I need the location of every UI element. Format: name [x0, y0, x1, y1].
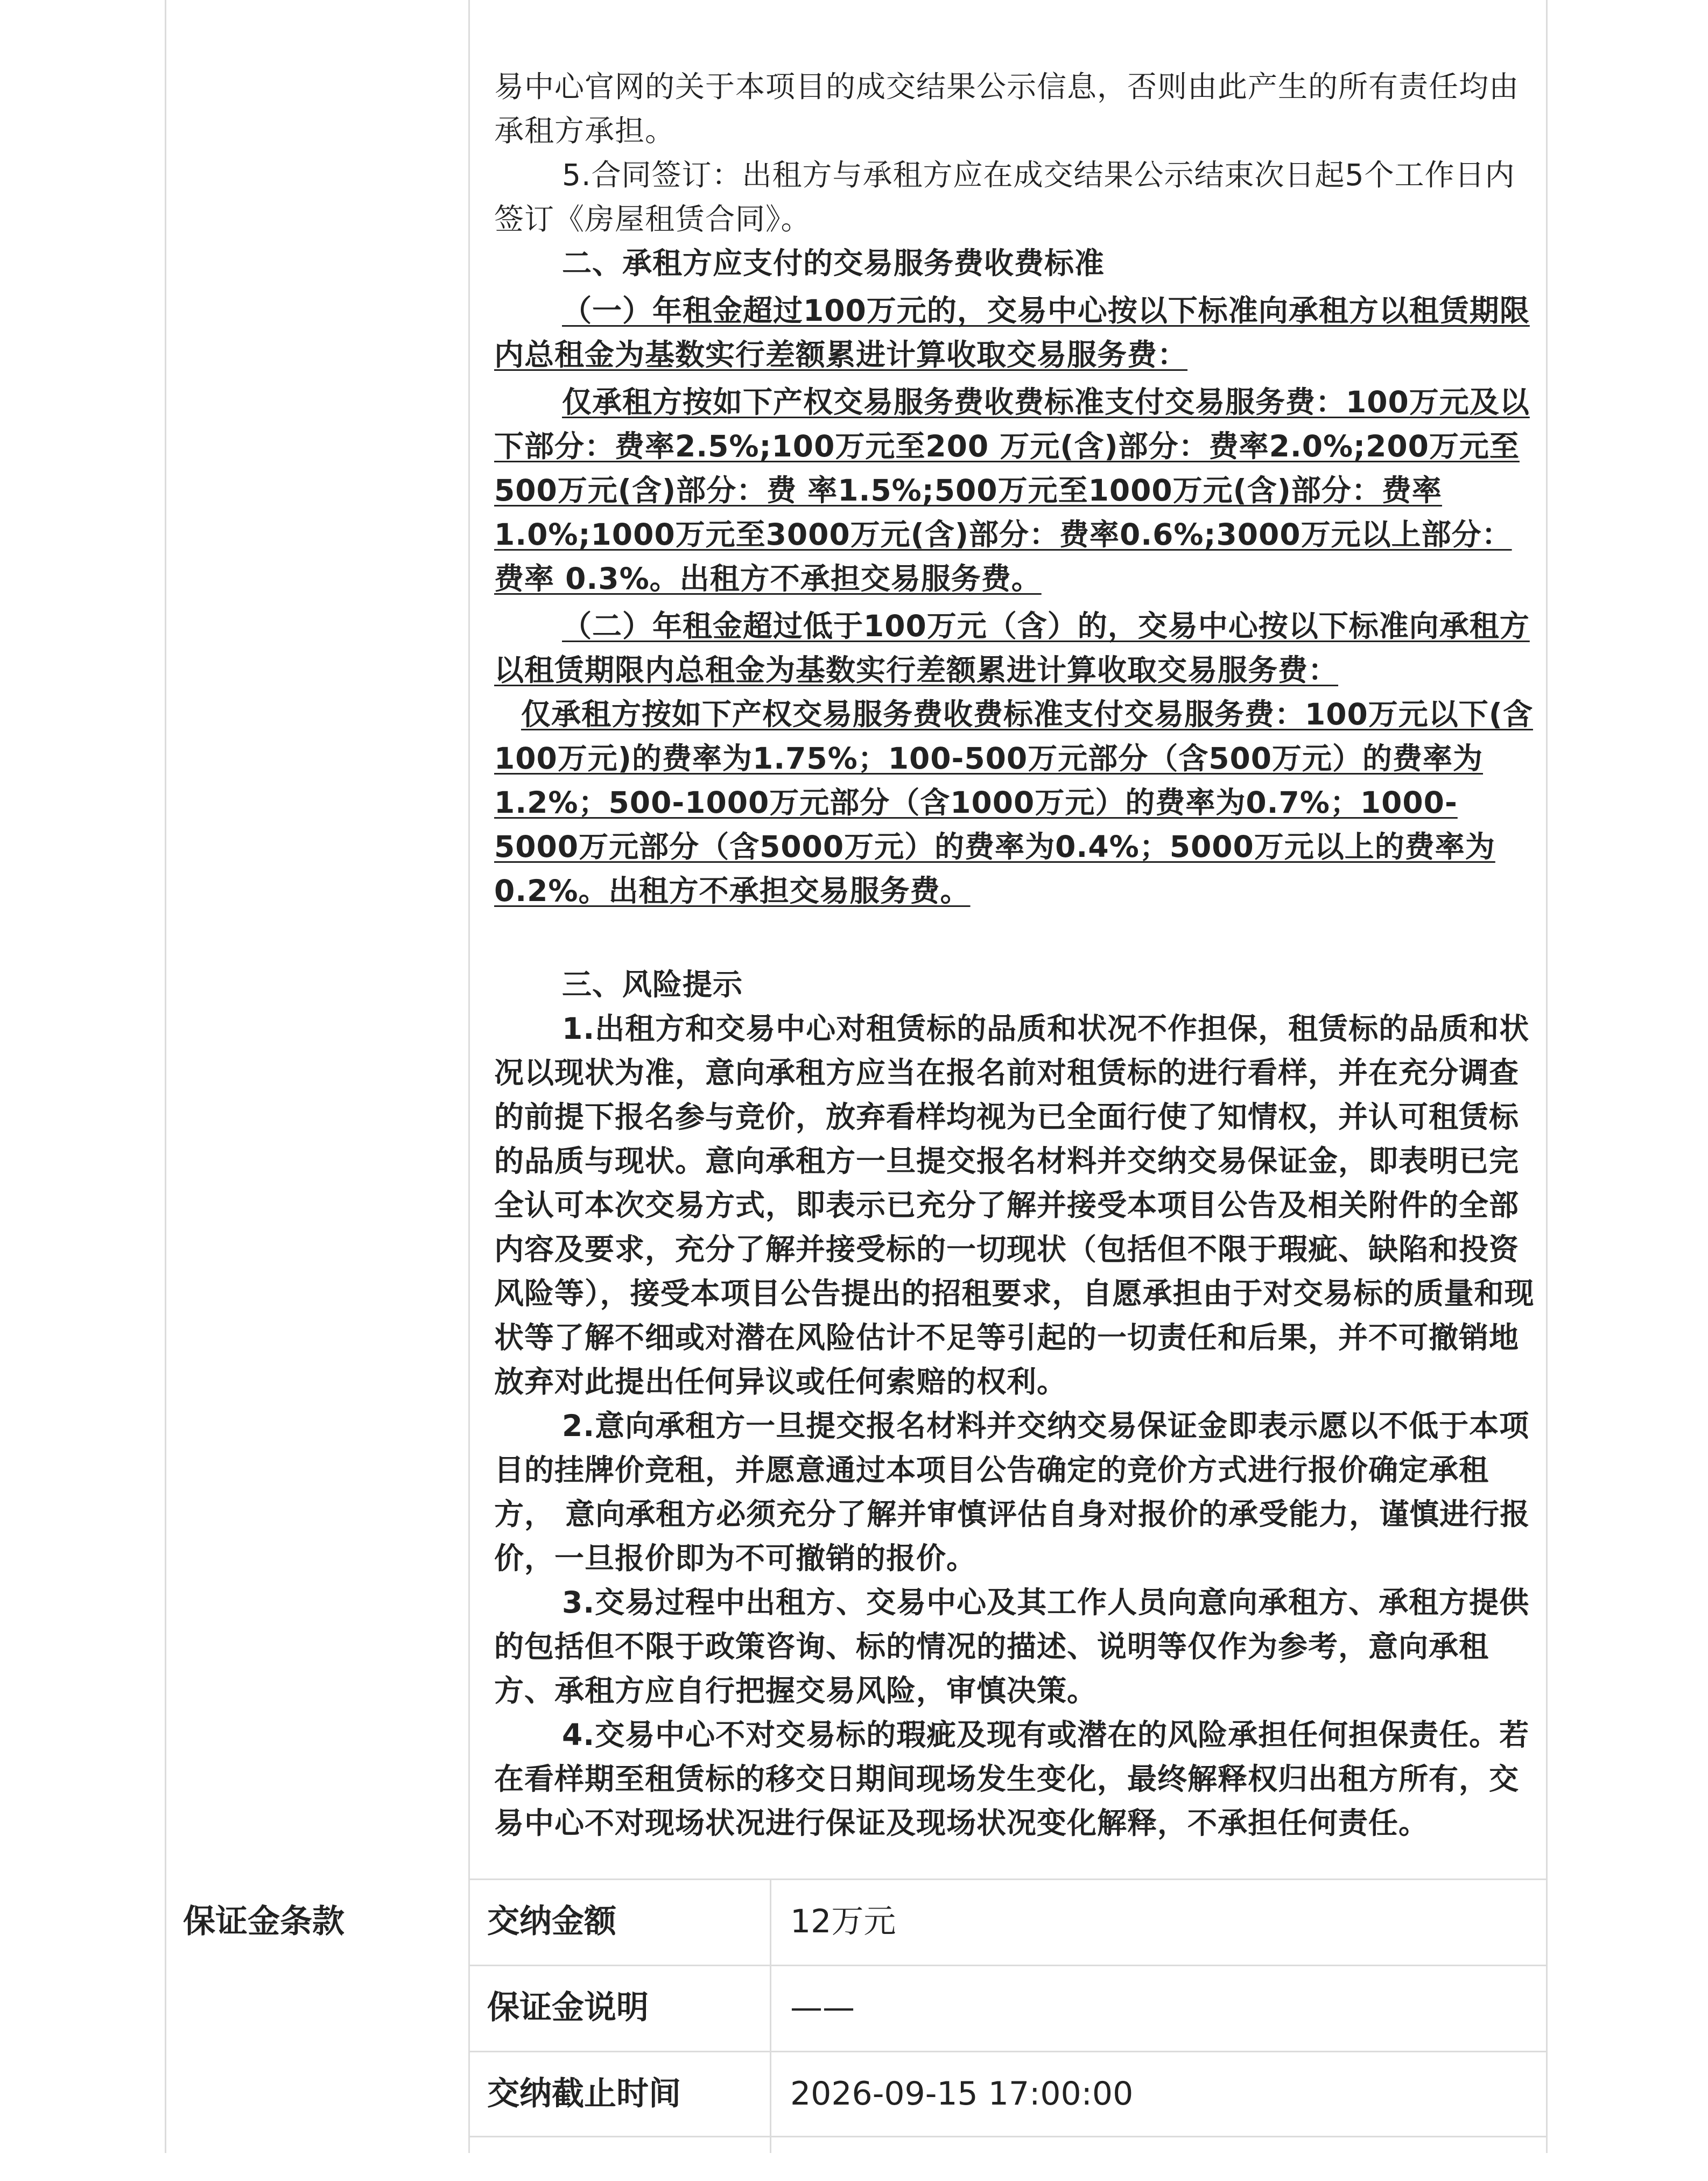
fee-tier-1-detail: 仅承租方按如下产权交易服务费收费标准支付交易服务费：100万元及以下部分：费率2.5%;100万元至200 万元(含)部分：费率2.0%;200万元至500万元(含)部分：费 率1.5%;500万元至1000万元(含)部分：费率1.0%;1000万元至3000万元(含)部分：费率0.6%;3000万元以上部分：费率 0.3%。出租方不承担交易服务费。 — [494, 385, 1530, 596]
table-left-border — [165, 0, 166, 2153]
risk-item-3: 3.交易过程中出租方、交易中心及其工作人员向意向承租方、承租方提供的包括但不限于政策咨询、标的情况的描述、说明等仅作为参考，意向承租方、承租方应自行把握交易风险，审慎决策。 — [494, 1585, 1530, 1708]
deposit-section-label: 保证金条款 — [183, 1903, 345, 1940]
paragraph-contract-signing: 5.合同签订：出租方与承租方应在成交结果公示结束次日起5个工作日内签订《房屋租赁合同》。 — [494, 158, 1515, 236]
deposit-description-label: 保证金说明 — [487, 1989, 649, 2027]
table-bottom-border — [468, 2136, 1548, 2137]
deposit-deadline-label: 交纳截止时间 — [487, 2075, 681, 2113]
table-value-divider — [770, 1879, 771, 2153]
heading-service-fee: 二、承租方应支付的交易服务费收费标准 — [562, 246, 1105, 280]
deposit-description-value: —— — [790, 1989, 855, 2027]
deposit-amount-value: 12万元 — [790, 1903, 896, 1940]
row-divider-1 — [468, 1965, 1548, 1966]
deposit-deadline-value: 2026-09-15 17:00:00 — [790, 2075, 1134, 2113]
heading-risk-notice: 三、风险提示 — [562, 967, 743, 1002]
row-divider-2 — [468, 2051, 1548, 2052]
fee-tier-2-detail: 仅承租方按如下产权交易服务费收费标准支付交易服务费：100万元以下(含100万元)的费率为1.75%；100-500万元部分（含500万元）的费率为1.2%；500-1000万元部分（含1000万元）的费率为0.7%；1000-5000万元部分（含5000万元）的费率为0.4%；5000万元以上的费率为0.2%。出租方不承担交易服务费。 — [494, 697, 1533, 908]
spacer — [494, 913, 1538, 957]
fee-tier-2-heading: （二）年租金超过低于100万元（含）的，交易中心按以下标准向承租方以租赁期限内总租金为基数实行差额累进计算收取交易服务费： — [494, 609, 1530, 687]
risk-item-4: 4.交易中心不对交易标的瑕疵及现有或潜在的风险承担任何担保责任。若在看样期至租赁标的移交日期间现场发生变化，最终解释权归出租方所有，交易中心不对现场状况进行保证及现场状况变化解释，不承担任何责任。 — [494, 1718, 1530, 1840]
deposit-amount-label: 交纳金额 — [487, 1903, 616, 1940]
section-divider — [468, 1879, 1548, 1880]
risk-item-1: 1.出租方和交易中心对租赁标的品质和状况不作担保，租赁标的品质和状况以现状为准，意向承租方应当在报名前对租赁标的进行看样，并在充分调查的前提下报名参与竞价，放弃看样均视为已全面行使了知情权，并认可租赁标的品质与现状。意向承租方一旦提交报名材料并交纳交易保证金，即表明已完全认可本次交易方式，即表示已充分了解并接受本项目公告及相关附件的全部内容及要求，充分了解并接受标的一切现状（包括但不限于瑕疵、缺陷和投资风险等），接受本项目公告提出的招租要求，自愿承担由于对交易标的质量和现状等了解不细或对潜在风险估计不足等引起的一切责任和后果，并不可撤销地放弃对此提出任何异议或任何索赔的权利。 — [494, 1011, 1535, 1399]
table-content-left-border — [468, 0, 470, 2153]
table-right-border — [1546, 0, 1548, 2153]
paragraph-result-notice: 易中心官网的关于本项目的成交结果公示信息，否则由此产生的所有责任均由承租方承担。 — [494, 69, 1520, 148]
announcement-content — [494, 65, 1538, 1845]
fee-tier-1-heading: （一）年租金超过100万元的，交易中心按以下标准向承租方以租赁期限内总租金为基数实行差额累进计算收取交易服务费： — [494, 293, 1530, 372]
risk-item-2: 2.意向承租方一旦提交报名材料并交纳交易保证金即表示愿以不低于本项目的挂牌价竞租，并愿意通过本项目公告确定的竞价方式进行报价确定承租方， 意向承租方必须充分了解并审慎评估自身对报价的承受能力，谨慎进行报价，一旦报价即为不可撤销的报价。 — [494, 1409, 1530, 1575]
